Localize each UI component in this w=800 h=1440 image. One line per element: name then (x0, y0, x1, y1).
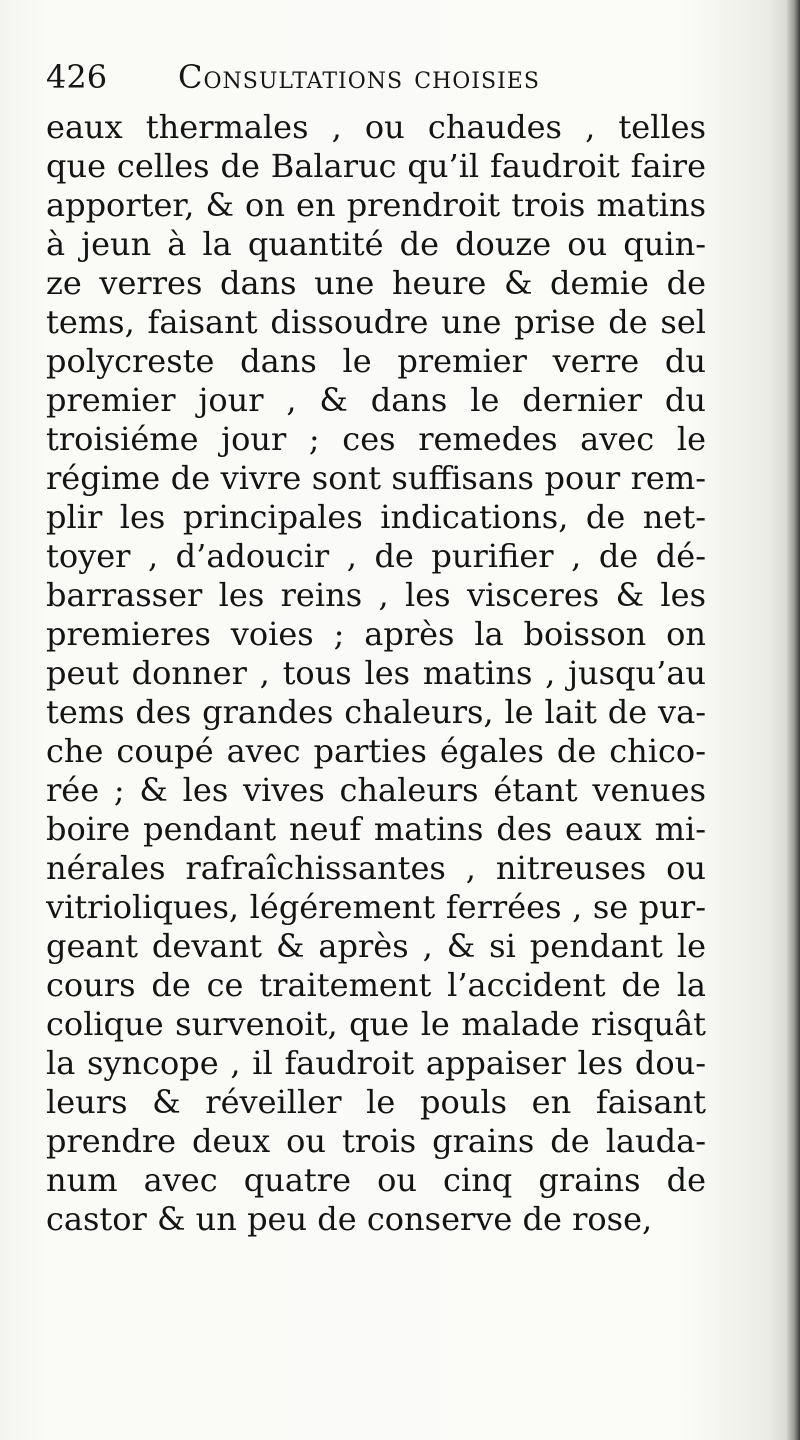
text-line: colique survenoit, que le malade risquât (46, 1005, 706, 1043)
text-line: che coupé avec parties égales de chico- (46, 732, 706, 770)
text-line: apporter, & on en prendroit trois matins (46, 186, 706, 224)
text-line: num avec quatre ou cinq grains de (46, 1161, 706, 1199)
text-line: ze verres dans une heure & demie de (46, 264, 706, 302)
body-text (46, 108, 706, 1239)
text-line: à jeun à la quantité de douze ou quin- (46, 225, 706, 263)
text-line: toyer , d’adoucir , de purifier , de dé- (46, 537, 706, 575)
text-line: tems, faisant dissoudre une prise de sel (46, 303, 706, 341)
text-line: que celles de Balaruc qu’il faudroit faire (46, 147, 706, 185)
text-line: castor & un peu de conserve de rose, (46, 1200, 653, 1238)
text-line: eaux thermales , ou chaudes , telles (46, 108, 706, 146)
text-line: leurs & réveiller le pouls en faisant (46, 1083, 706, 1121)
text-line: troisiéme jour ; ces remedes avec le (46, 420, 706, 458)
text-line: polycreste dans le premier verre du (46, 342, 706, 380)
running-head: Consultations choisies (178, 58, 540, 96)
text-line: rée ; & les vives chaleurs étant venues (46, 771, 706, 809)
text-line: barrasser les reins , les visceres & les (46, 576, 706, 614)
page-edge-shadow (786, 0, 800, 1440)
text-line: plir les principales indications, de net- (46, 498, 706, 536)
text-line: prendre deux ou trois grains de lauda- (46, 1122, 706, 1160)
page-number: 426 (46, 58, 108, 96)
text-line: premier jour , & dans le dernier du (46, 381, 706, 419)
text-line: régime de vivre sont suffisans pour rem- (46, 459, 706, 497)
text-line: nérales rafraîchissantes , nitreuses ou (46, 849, 706, 887)
text-line: boire pendant neuf matins des eaux mi- (46, 810, 706, 848)
text-line: peut donner , tous les matins , jusqu’au (46, 654, 706, 692)
text-line: geant devant & après , & si pendant le (46, 927, 706, 965)
text-line: tems des grandes chaleurs, le lait de va- (46, 693, 706, 731)
text-line: cours de ce traitement l’accident de la (46, 966, 706, 1004)
page-header (46, 52, 746, 102)
text-line: vitrioliques, légérement ferrées , se pur- (46, 888, 706, 926)
text-line: premieres voies ; après la boisson on (46, 615, 706, 653)
text-line: la syncope , il faudroit appaiser les dou- (46, 1044, 706, 1082)
